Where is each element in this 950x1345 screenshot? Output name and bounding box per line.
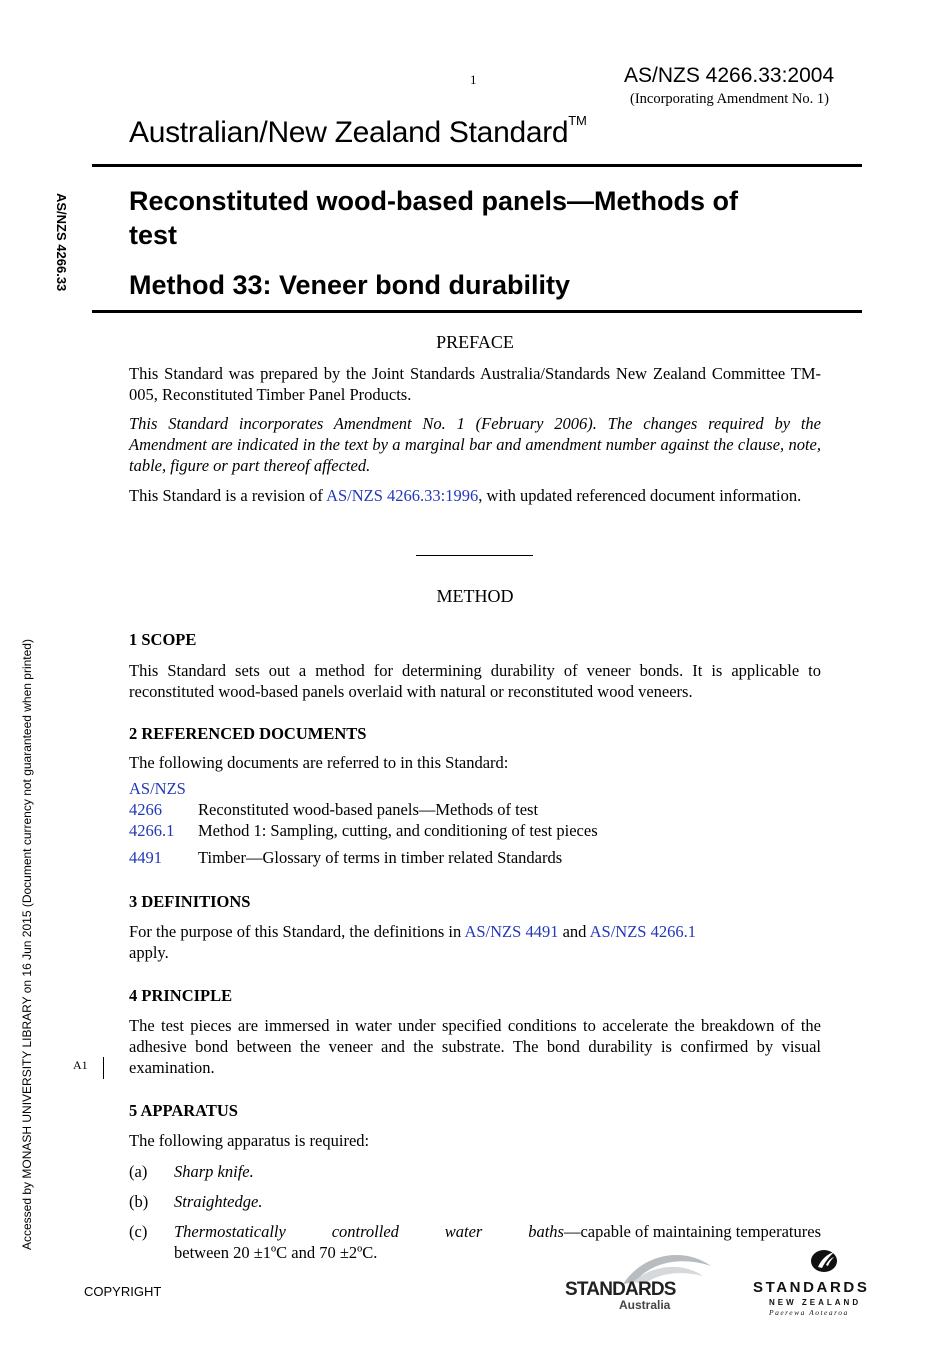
- ref-number-link[interactable]: 4266: [129, 800, 162, 819]
- title-line-2: test: [129, 220, 178, 250]
- access-note: Accessed by MONASH UNIVERSITY LIBRARY on 16 Jun 2015 (Document currency not guaranteed when printed): [20, 639, 34, 1250]
- s3-mid: and: [558, 922, 590, 941]
- link-as-nzs-4266-1[interactable]: AS/NZS 4266.1: [589, 922, 696, 941]
- item-label: (b): [129, 1192, 149, 1211]
- section-3-text: [129, 921, 821, 963]
- ref-row: [129, 848, 562, 868]
- ref-number-link[interactable]: 4266.1: [129, 821, 175, 840]
- ref-title: Timber—Glossary of terms in timber related Standards: [198, 848, 563, 867]
- item-label: (a): [129, 1162, 148, 1181]
- document-title: [129, 184, 738, 252]
- link-as-nzs-4266-33-1996[interactable]: AS/NZS 4266.33:1996: [326, 486, 479, 505]
- item-rest: —capable of maintaining temperatures: [563, 1222, 821, 1241]
- apparatus-item: [129, 1222, 821, 1242]
- preface-divider: [416, 555, 533, 556]
- snz-logo-main: STANDARDS: [753, 1279, 870, 1296]
- s3-after: apply.: [129, 943, 169, 962]
- preface-paragraph-2: This Standard incorporates Amendment No. 1 (February 2006). The changes required by the Amendment are indicated in the text by a marginal bar and amendment number against the clause, note, table, figure or part thereof affected.: [129, 414, 821, 475]
- section-4-text: The test pieces are immersed in water under specified conditions to accelerate the breakdown of the adhesive bond between the veneer and the substrate. The bond durability is confirmed by visual examination.: [129, 1016, 821, 1077]
- snz-logo-maori: Paerewa Aotearoa: [769, 1308, 849, 1317]
- standards-nz-logo: [752, 1246, 874, 1318]
- header-rule-top: [92, 164, 862, 167]
- item-c-line-2: between 20 ±1ºC and 70 ±2ºC.: [174, 1243, 378, 1262]
- ref-row: [129, 821, 598, 841]
- ref-prefix: AS/NZS: [129, 779, 186, 798]
- item-italic: Straightedge.: [174, 1192, 263, 1211]
- s3-before: For the purpose of this Standard, the definitions in: [129, 922, 465, 941]
- title-line-1: Reconstituted wood-based panels—Methods of: [129, 186, 739, 216]
- section-2-heading: 2 REFERENCED DOCUMENTS: [129, 724, 367, 743]
- sa-logo-main: STANDARDS: [565, 1279, 676, 1300]
- item-c-text: [174, 1222, 821, 1242]
- copyright-label: COPYRIGHT: [84, 1284, 162, 1299]
- section-5-intro: The following apparatus is required:: [129, 1131, 370, 1150]
- method-title: Method 33: Veneer bond durability: [129, 270, 571, 300]
- method-heading: METHOD: [436, 586, 514, 606]
- standards-australia-logo: [563, 1248, 713, 1316]
- standard-number: AS/NZS 4266.33:2004: [624, 64, 835, 87]
- ref-number-link[interactable]: 4491: [129, 848, 162, 867]
- tm-mark: TM: [568, 113, 587, 128]
- amendment-note: (Incorporating Amendment No. 1): [630, 91, 829, 107]
- section-5-heading: 5 APPARATUS: [129, 1101, 238, 1120]
- spine-label: AS/NZS 4266.33: [54, 193, 69, 292]
- amendment-bar: [103, 1057, 104, 1079]
- item-italic: Thermostatically controlled water baths: [174, 1222, 564, 1241]
- apparatus-item: [129, 1162, 254, 1182]
- preface-heading: PREFACE: [436, 332, 514, 352]
- ref-title: Reconstituted wood-based panels—Methods of test: [198, 800, 539, 819]
- header-rule-bottom: [92, 310, 862, 313]
- preface-p3-before: This Standard is a revision of: [129, 486, 327, 505]
- preface-paragraph-3: [129, 485, 821, 506]
- apparatus-item: [129, 1192, 262, 1212]
- amendment-marker: A1: [73, 1058, 88, 1072]
- standards-nz-fern-icon: [752, 1246, 874, 1276]
- ref-title: Method 1: Sampling, cutting, and conditioning of test pieces: [198, 821, 598, 840]
- section-2-intro: The following documents are referred to in this Standard:: [129, 753, 509, 772]
- page-number: 1: [470, 72, 477, 87]
- section-1-text: This Standard sets out a method for determining durability of veneer bonds. It is applicable to reconstituted wood-based panels overlaid with natural or reconstituted wood veneers.: [129, 661, 821, 701]
- snz-logo-sub: NEW ZEALAND: [769, 1298, 862, 1307]
- preface-paragraph-1: This Standard was prepared by the Joint Standards Australia/Standards New Zealand Committee TM-005, Reconstituted Timber Panel Products.: [129, 364, 821, 404]
- section-1-heading: 1 SCOPE: [129, 630, 197, 649]
- section-3-heading: 3 DEFINITIONS: [129, 892, 251, 911]
- item-italic: Sharp knife.: [174, 1162, 254, 1181]
- sa-logo-sub: Australia: [619, 1298, 671, 1312]
- link-as-nzs-4491[interactable]: AS/NZS 4491: [464, 922, 559, 941]
- item-label: (c): [129, 1222, 148, 1241]
- preface-p3-after: , with updated referenced document information.: [478, 486, 802, 505]
- series-title-text: Australian/New Zealand Standard: [129, 116, 569, 149]
- section-4-heading: 4 PRINCIPLE: [129, 986, 233, 1005]
- ref-row: [129, 800, 538, 820]
- series-title: [129, 113, 587, 150]
